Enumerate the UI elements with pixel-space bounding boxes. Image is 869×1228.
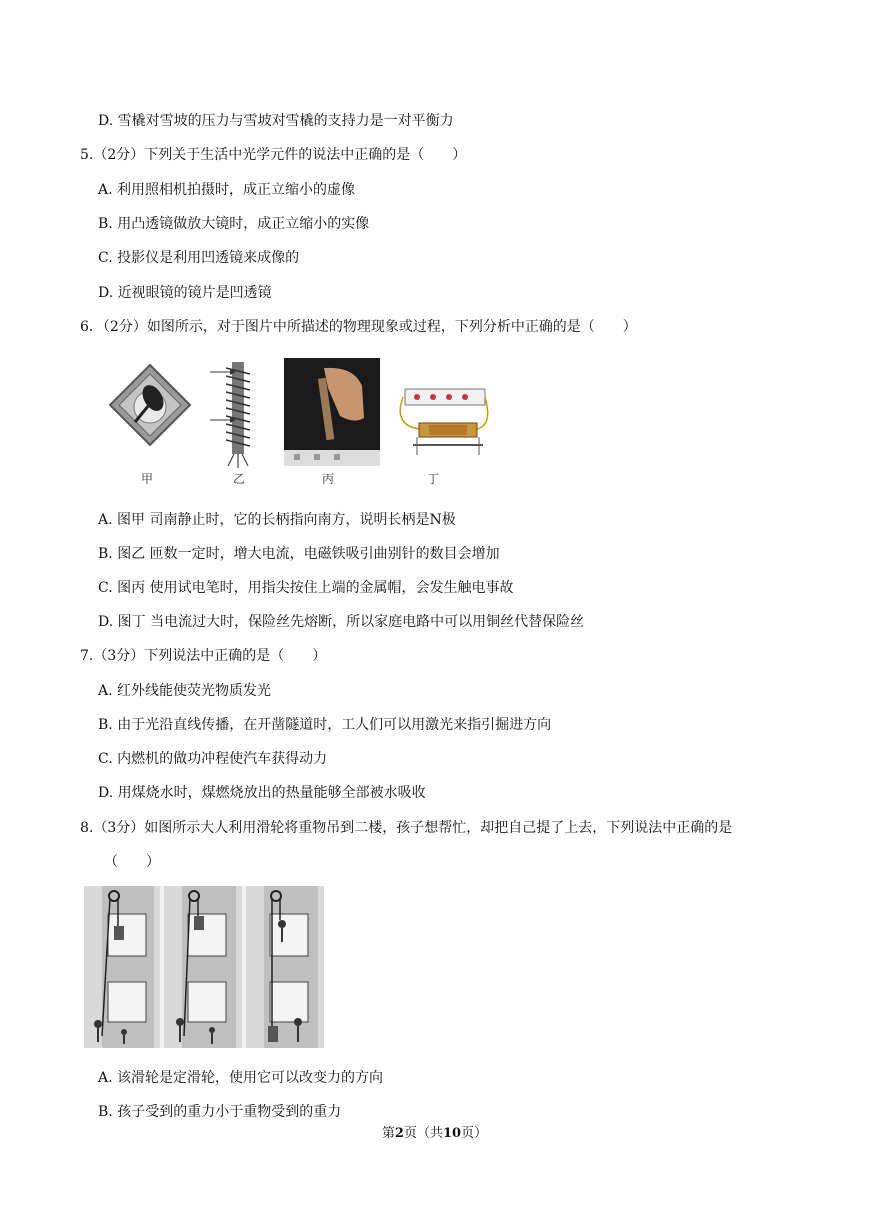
figure-test-pencil [284,358,380,466]
q7-option-b: B. 由于光沿直线传播，在开凿隧道时，工人们可以用激光来指引掘进方向 [98,717,552,733]
figure-label-bing: 丙 [322,472,335,486]
q6-option-a: A. 图甲 司南静止时，它的长柄指向南方，说明长柄是N极 [98,512,456,528]
footer-suffix: 页） [461,1126,488,1141]
q8-option-b: B. 孩子受到的重力小于重物受到的重力 [98,1104,342,1120]
figure-label-yi: 乙 [233,472,246,486]
q4-option-d: D. 雪橇对雪坡的压力与雪坡对雪橇的支持力是一对平衡力 [98,113,454,129]
footer-prefix: 第 [381,1126,395,1141]
q8-stem: 8.（3分）如图所示大人利用滑轮将重物吊到二楼，孩子想帮忙，却把自己提了上去，下列说法中正确的是 [80,820,733,836]
q7-option-c: C. 内燃机的做功冲程使汽车获得动力 [98,751,328,767]
q5-option-d: D. 近视眼镜的镜片是凹透镜 [98,285,272,301]
q7-option-a: A. 红外线能使荧光物质发光 [98,683,272,699]
figure-label-ding: 丁 [427,472,440,486]
q5-option-b: B. 用凸透镜做放大镜时，成正立缩小的实像 [98,216,370,232]
q7-stem: 7.（3分）下列说法中正确的是（ ） [80,648,327,664]
q6-option-b: B. 图乙 匝数一定时，增大电流，电磁铁吸引曲别针的数目会增加 [98,546,500,562]
figure-sinan-compass [105,360,195,450]
page-footer [0,1122,869,1141]
figure-fuse-circuit [393,385,493,465]
footer-total-pages: 10 [442,1126,462,1141]
q5-stem: 5.（2分）下列关于生活中光学元件的说法中正确的是（ ） [80,147,467,163]
q5-option-a: A. 利用照相机拍摄时，成正立缩小的虚像 [98,182,356,198]
q6-option-d: D. 图丁 当电流过大时，保险丝先熔断，所以家庭电路中可以用铜丝代替保险丝 [98,614,585,630]
q8-stem-bracket: （ ） [104,854,160,870]
q6-stem: 6．（2分）如图所示，对于图片中所描述的物理现象或过程，下列分析中正确的是（ ） [80,319,637,335]
q7-option-d: D. 用煤烧水时，煤燃烧放出的热量能够全部被水吸收 [98,785,426,801]
footer-page-number: 2 [394,1126,404,1141]
figure-electromagnet [208,360,268,470]
q6-option-c: C. 图丙 使用试电笔时，用指尖按住上端的金属帽，会发生触电事故 [98,580,514,596]
figure-label-jia: 甲 [141,472,154,486]
figure-pulley-comic [84,886,324,1048]
footer-middle: 页（共 [403,1126,443,1141]
q8-option-a: A. 该滑轮是定滑轮，使用它可以改变力的方向 [98,1070,384,1086]
q5-option-c: C. 投影仪是利用凹透镜来成像的 [98,250,300,266]
